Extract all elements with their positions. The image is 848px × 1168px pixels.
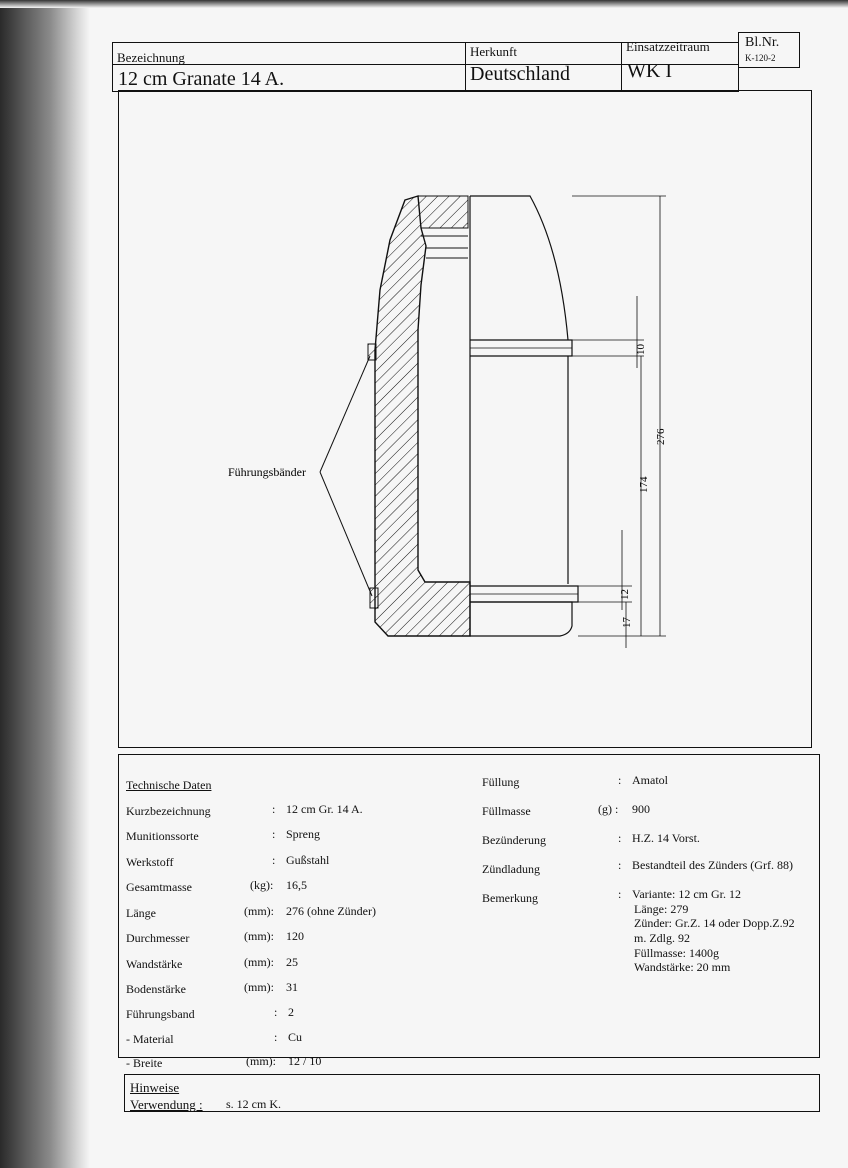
tech-value: 276 (ohne Zünder) [286,904,376,918]
tech-unit: (kg): [250,878,274,892]
tech-sep: : [272,827,276,841]
right-label: Füllmasse [482,804,531,818]
right-label: Zündladung [482,862,540,876]
tech-unit: (mm): [244,955,274,969]
right-sep: : [618,831,622,845]
verwendung-value: s. 12 cm K. [226,1097,281,1111]
einsatz-value: WK I [627,60,672,82]
tech-label: Bodenstärke [126,982,186,996]
bezeichnung-label: Bezeichnung [117,50,185,65]
blatt-value: K-120-2 [745,53,776,63]
bemerkung-line: m. Zdlg. 92 [634,931,690,945]
herkunft-value: Deutschland [470,63,570,85]
right-sep: : [618,773,622,787]
tech-value: 16,5 [286,878,307,892]
tech-label: Länge [126,906,156,920]
dim-10: 10 [635,344,647,355]
tech-unit: (mm): [244,904,274,918]
tech-value: 25 [286,955,298,969]
dim-174: 174 [638,476,650,493]
einsatz-label: Einsatzzeitraum [626,39,710,54]
bemerkung-line: Füllmasse: 1400g [634,946,720,960]
tech-label: Wandstärke [126,957,183,971]
bezeichnung-value: 12 cm Granate 14 A. [118,68,285,90]
dim-276: 276 [655,428,667,445]
bemerkung-line: Wandstärke: 20 mm [634,960,731,974]
dim-12: 12 [619,589,631,600]
tech-value: 2 [288,1005,294,1019]
verwendung-label: Verwendung : [130,1097,203,1112]
tech-value: 120 [286,929,304,943]
shell-base [470,602,572,636]
tech-sep: : [274,1030,278,1044]
tech-unit: (mm): [246,1054,276,1068]
tech-title: Technische Daten [126,778,212,792]
tech-value: Spreng [286,827,320,841]
bemerkung-line: Zünder: Gr.Z. 14 oder Dopp.Z.92 [634,916,795,930]
hinweise-title: Hinweise [130,1080,180,1095]
tech-label: Gesamtmasse [126,880,192,894]
right-sep: : [618,858,622,872]
bemerkung-line: Länge: 279 [634,902,689,916]
tech-value: 31 [286,980,298,994]
right-value: Variante: 12 cm Gr. 12 [632,887,741,901]
blatt-label: Bl.Nr. [745,35,780,50]
herkunft-label: Herkunft [470,44,517,59]
right-value: 900 [632,802,650,816]
tech-value: 12 / 10 [288,1054,322,1068]
tech-value: Cu [288,1030,303,1044]
tech-value: 12 cm Gr. 14 A. [286,802,363,816]
right-value: H.Z. 14 Vorst. [632,831,700,845]
tech-label: - Breite [126,1056,163,1070]
tech-label: Werkstoff [126,855,174,869]
tech-unit: (mm): [244,980,274,994]
dim-17: 17 [621,617,633,628]
right-label: Bezünderung [482,833,546,847]
tech-label: Kurzbezeichnung [126,804,211,818]
tech-label: Munitionssorte [126,829,199,843]
tech-value: Gußstahl [286,853,330,867]
tech-label: Führungsband [126,1007,195,1021]
right-label: Bemerkung [482,891,538,905]
callout-fuehrungsbaender: Führungsbänder [228,465,306,479]
tech-sep: : [274,1005,278,1019]
right-label: Füllung [482,775,520,789]
right-sep: : [618,887,622,901]
tech-label: Durchmesser [126,931,190,945]
tech-label: - Material [126,1032,174,1046]
shell-ogive [470,196,568,340]
tech-sep: : [272,802,276,816]
tech-sep: : [272,853,276,867]
nose-thread [418,196,468,228]
shell-wall-section [375,196,470,636]
tech-unit: (mm): [244,929,274,943]
right-unit: (g) : [598,802,619,816]
data-frame [118,754,820,1058]
right-value: Amatol [632,773,668,787]
right-value: Bestandteil des Zünders (Grf. 88) [632,858,793,872]
